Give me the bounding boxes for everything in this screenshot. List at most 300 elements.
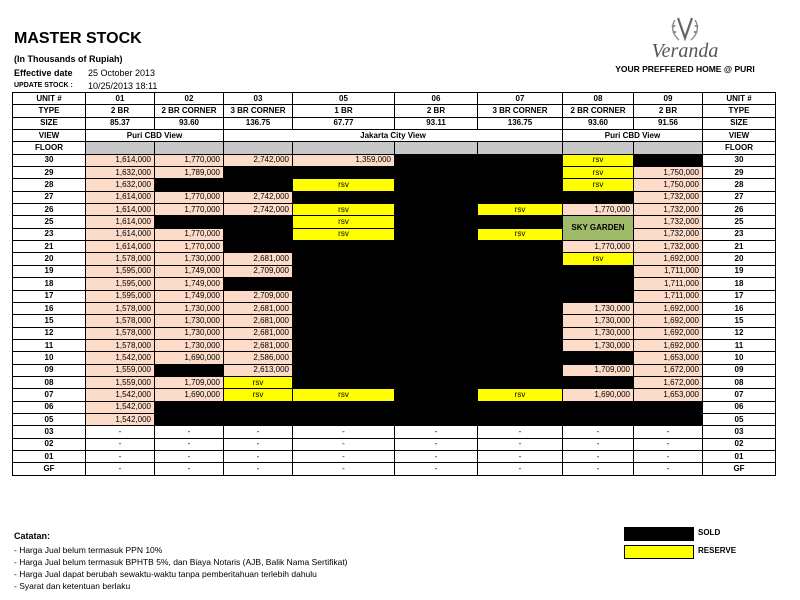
floor-label-row [13,142,776,154]
note-line: - Harga Jual belum termasuk PPN 10% [14,545,163,555]
price-cell: 1,632,000 [86,179,155,191]
sold-cell [293,278,395,290]
floor-number: 29 [13,167,86,179]
floor-number-right: 19 [703,265,776,277]
sold-cell [478,327,563,339]
price-cell: 1,692,000 [634,315,703,327]
sold-cell [478,241,563,253]
price-cell: 1,732,000 [634,228,703,240]
empty-price-cell: - [293,450,395,462]
sold-cell [478,154,563,166]
reserve-cell: rsv [478,204,563,216]
price-cell: 1,692,000 [634,302,703,314]
empty-price-cell: - [155,463,224,475]
floor-number: 28 [13,179,86,191]
sold-cell [395,167,478,179]
master-stock-table [12,92,776,476]
sold-cell [478,191,563,203]
reserve-cell: rsv [293,228,395,240]
floor-header-gray-cell [293,142,395,154]
price-cell: 2,709,000 [224,265,293,277]
floor-header-gray-cell [86,142,155,154]
floor-number: GF [13,463,86,475]
price-cell: 1,595,000 [86,265,155,277]
price-cell: 2,681,000 [224,253,293,265]
price-cell: 1,578,000 [86,339,155,351]
price-cell: 1,750,000 [634,167,703,179]
sold-cell [395,241,478,253]
empty-price-cell: - [563,463,634,475]
type-row-cell: 1 BR [293,105,395,117]
floor-number-right: 07 [703,389,776,401]
size-row-cell: 136.75 [224,117,293,129]
row-label-floor: FLOOR [13,142,86,154]
floor-header-gray-cell [634,142,703,154]
floor-row [13,426,776,438]
sold-cell [395,364,478,376]
empty-price-cell: - [293,426,395,438]
row-label-type: TYPE [13,105,86,117]
price-cell: 1,711,000 [634,265,703,277]
row-label-unit-right: UNIT # [703,93,776,105]
floor-number: 03 [13,426,86,438]
sold-cell [293,265,395,277]
floor-number: 17 [13,290,86,302]
sold-cell [478,376,563,388]
floor-row [13,154,776,166]
empty-price-cell: - [634,463,703,475]
floor-row [13,216,776,228]
reserve-cell: rsv [293,179,395,191]
floor-number: 25 [13,216,86,228]
price-cell: 1,732,000 [634,216,703,228]
empty-price-cell: - [634,438,703,450]
sold-cell [395,413,478,425]
price-cell: 1,770,000 [155,228,224,240]
sold-cell [395,265,478,277]
floor-row [13,241,776,253]
notes-section [14,531,348,593]
floor-row [13,327,776,339]
price-cell: 1,690,000 [563,389,634,401]
sold-cell [395,253,478,265]
logo-name: Veranda [651,40,719,62]
floor-row [13,389,776,401]
sold-cell [224,216,293,228]
page-title: MASTER STOCK [14,30,142,47]
update-stock-label: UPDATE STOCK : [14,82,73,89]
price-cell: 1,730,000 [155,339,224,351]
sold-cell [293,302,395,314]
price-cell: 1,711,000 [634,278,703,290]
floor-header-gray-cell [563,142,634,154]
floor-number-right: 10 [703,352,776,364]
unit-row-cell: 07 [478,93,563,105]
floor-row [13,228,776,240]
sold-cell [478,179,563,191]
floor-number: 21 [13,241,86,253]
price-cell: 1,578,000 [86,327,155,339]
sold-cell [478,302,563,314]
floor-number-right: 27 [703,191,776,203]
notes-heading: Catatan: [14,531,51,541]
unit-row [13,93,776,105]
page-subtitle: (In Thousands of Rupiah) [14,54,123,64]
reserve-cell: rsv [224,389,293,401]
floor-row [13,204,776,216]
floor-row [13,438,776,450]
floor-row [13,265,776,277]
floor-number-right: 20 [703,253,776,265]
floor-number-right: 21 [703,241,776,253]
floor-number-right: 26 [703,204,776,216]
sold-cell [478,339,563,351]
price-cell: 1,770,000 [155,204,224,216]
veranda-logo [615,14,755,74]
price-cell: 1,690,000 [155,352,224,364]
price-cell: 1,770,000 [155,154,224,166]
type-row-cell: 2 BR CORNER [155,105,224,117]
floor-number-right: 08 [703,376,776,388]
sold-cell [478,364,563,376]
floor-number-right: 12 [703,327,776,339]
sold-cell [478,401,563,413]
empty-price-cell: - [86,438,155,450]
legend-label-sold: SOLD [698,528,721,537]
sold-cell [293,376,395,388]
price-cell: 1,730,000 [155,327,224,339]
floor-number: 09 [13,364,86,376]
sold-cell [395,191,478,203]
price-cell: 1,559,000 [86,364,155,376]
floor-number-right: 06 [703,401,776,413]
empty-price-cell: - [224,438,293,450]
floor-row [13,167,776,179]
legend-swatch-reserve [624,545,694,559]
price-cell: 1,749,000 [155,265,224,277]
row-label-size: SIZE [13,117,86,129]
floor-number: 10 [13,352,86,364]
floor-number: 01 [13,450,86,462]
floor-row [13,413,776,425]
sold-cell [478,253,563,265]
floor-header-gray-cell [395,142,478,154]
floor-row [13,253,776,265]
price-cell: 2,613,000 [224,364,293,376]
row-label-view: VIEW [13,130,86,142]
price-cell: 1,614,000 [86,154,155,166]
empty-price-cell: - [86,426,155,438]
price-cell: 1,730,000 [155,253,224,265]
floor-number-right: 29 [703,167,776,179]
type-row-cell: 2 BR [634,105,703,117]
sold-cell [155,401,224,413]
row-label-view-right: VIEW [703,130,776,142]
price-cell: 1,730,000 [563,302,634,314]
size-row [13,117,776,129]
price-cell: 1,770,000 [563,241,634,253]
price-cell: 1,732,000 [634,191,703,203]
empty-price-cell: - [155,438,224,450]
floor-number-right: 01 [703,450,776,462]
view-row [13,130,776,142]
sold-cell [293,241,395,253]
size-row-cell: 91.56 [634,117,703,129]
sold-cell [155,216,224,228]
sold-cell [563,278,634,290]
sold-cell [563,352,634,364]
floor-row [13,450,776,462]
reserve-cell: rsv [563,253,634,265]
sold-cell [293,413,395,425]
floor-number-right: 09 [703,364,776,376]
price-cell: 1,711,000 [634,290,703,302]
price-cell: 2,586,000 [224,352,293,364]
sold-cell [478,315,563,327]
floor-number-right: 17 [703,290,776,302]
floor-row [13,463,776,475]
update-stock-value: 10/25/2013 18:11 [88,81,158,91]
floor-row [13,401,776,413]
type-row-cell: 2 BR [86,105,155,117]
type-row-cell: 2 BR CORNER [563,105,634,117]
effective-date-label: Effective date [14,68,73,78]
unit-row-cell: 08 [563,93,634,105]
type-row [13,105,776,117]
sold-cell [293,191,395,203]
sold-cell [395,278,478,290]
price-cell: 1,614,000 [86,228,155,240]
floor-header-gray-cell [478,142,563,154]
sold-cell [395,204,478,216]
effective-date-row [14,68,156,78]
price-cell: 1,692,000 [634,327,703,339]
view-group-label: Puri CBD View [86,130,224,142]
price-cell: 2,681,000 [224,327,293,339]
sold-cell [395,401,478,413]
empty-price-cell: - [634,426,703,438]
price-cell: 2,681,000 [224,302,293,314]
empty-price-cell: - [563,450,634,462]
floor-number: 15 [13,315,86,327]
legend-swatch-sold [624,527,694,541]
floor-number: 07 [13,389,86,401]
sold-cell [293,327,395,339]
note-line: - Harga Jual belum termasuk BPHTB 5%, dan Biaya Notaris (AJB, Balik Nama Sertifikat) [14,557,348,567]
price-cell: 1,692,000 [634,339,703,351]
price-cell: 1,750,000 [634,179,703,191]
floor-number-right: 18 [703,278,776,290]
floor-number: 30 [13,154,86,166]
empty-price-cell: - [478,426,563,438]
price-cell: 1,578,000 [86,302,155,314]
price-cell: 1,732,000 [634,241,703,253]
type-row-cell: 3 BR CORNER [478,105,563,117]
sold-cell [224,167,293,179]
price-cell: 1,578,000 [86,253,155,265]
unit-row-cell: 02 [155,93,224,105]
empty-price-cell: - [395,438,478,450]
floor-number-right: 11 [703,339,776,351]
price-cell: 1,542,000 [86,389,155,401]
price-cell: 2,681,000 [224,339,293,351]
sold-cell [224,401,293,413]
unit-row-cell: 09 [634,93,703,105]
unit-row-cell: 06 [395,93,478,105]
floor-number: 20 [13,253,86,265]
type-row-cell: 2 BR [395,105,478,117]
sold-cell [224,228,293,240]
floor-row [13,278,776,290]
sold-cell [224,241,293,253]
sold-cell [478,278,563,290]
floor-number: 19 [13,265,86,277]
sold-cell [224,179,293,191]
size-row-cell: 67.77 [293,117,395,129]
sold-cell [563,290,634,302]
price-cell: 1,614,000 [86,204,155,216]
sold-cell [478,290,563,302]
price-cell: 1,730,000 [155,315,224,327]
price-cell: 1,595,000 [86,278,155,290]
floor-number: 26 [13,204,86,216]
row-label-unit: UNIT # [13,93,86,105]
note-line: - Syarat dan ketentuan berlaku [14,581,131,591]
price-cell: 1,632,000 [86,167,155,179]
price-cell: 1,653,000 [634,352,703,364]
note-line: - Harga Jual dapat berubah sewaktu-waktu tanpa pemberitahuan terlebih dahulu [14,569,317,579]
price-cell: 1,672,000 [634,376,703,388]
price-cell: 1,578,000 [86,315,155,327]
price-cell: 1,709,000 [155,376,224,388]
empty-price-cell: - [634,450,703,462]
floor-number-right: 16 [703,302,776,314]
sold-cell [293,290,395,302]
sold-cell [563,413,634,425]
sold-cell [293,401,395,413]
floor-number-right: GF [703,463,776,475]
price-cell: 1,542,000 [86,352,155,364]
sold-cell [478,413,563,425]
sold-cell [395,228,478,240]
floor-row [13,376,776,388]
price-cell: 1,614,000 [86,191,155,203]
sold-cell [478,216,563,228]
size-row-cell: 93.60 [155,117,224,129]
floor-number-right: 28 [703,179,776,191]
price-cell: 1,542,000 [86,401,155,413]
empty-price-cell: - [478,450,563,462]
reserve-cell: rsv [224,376,293,388]
floor-number: 16 [13,302,86,314]
empty-price-cell: - [478,463,563,475]
sky-garden-cell: SKY GARDEN [563,216,634,241]
price-cell: 1,730,000 [563,327,634,339]
unit-row-cell: 05 [293,93,395,105]
unit-row-cell: 01 [86,93,155,105]
reserve-cell: rsv [293,204,395,216]
price-cell: 1,614,000 [86,241,155,253]
floor-number: 23 [13,228,86,240]
floor-row [13,302,776,314]
price-cell: 2,681,000 [224,315,293,327]
price-cell: 2,709,000 [224,290,293,302]
sold-cell [395,216,478,228]
sold-cell [563,376,634,388]
sold-cell [293,339,395,351]
floor-number-right: 15 [703,315,776,327]
empty-price-cell: - [86,450,155,462]
reserve-cell: rsv [563,154,634,166]
type-row-cell: 3 BR CORNER [224,105,293,117]
price-cell: 2,742,000 [224,191,293,203]
sold-cell [478,265,563,277]
price-cell: 1,789,000 [155,167,224,179]
price-cell: 2,742,000 [224,154,293,166]
sold-cell [634,154,703,166]
sold-cell [395,389,478,401]
price-cell: 1,672,000 [634,364,703,376]
price-cell: 1,730,000 [563,339,634,351]
sold-cell [293,253,395,265]
empty-price-cell: - [155,426,224,438]
sold-cell [634,401,703,413]
empty-price-cell: - [293,438,395,450]
price-cell: 1,559,000 [86,376,155,388]
empty-price-cell: - [293,463,395,475]
floor-number-right: 30 [703,154,776,166]
price-cell: 1,770,000 [563,204,634,216]
empty-price-cell: - [224,463,293,475]
price-cell: 1,730,000 [563,315,634,327]
sold-cell [634,413,703,425]
sold-cell [155,364,224,376]
price-cell: 1,614,000 [86,216,155,228]
floor-number-right: 02 [703,438,776,450]
sold-cell [224,413,293,425]
floor-row [13,364,776,376]
empty-price-cell: - [224,426,293,438]
row-label-floor-right: FLOOR [703,142,776,154]
reserve-cell: rsv [478,389,563,401]
sold-cell [224,278,293,290]
floor-number: 12 [13,327,86,339]
sold-cell [395,154,478,166]
floor-row [13,179,776,191]
price-cell: 1,732,000 [634,204,703,216]
price-cell: 2,742,000 [224,204,293,216]
empty-price-cell: - [563,426,634,438]
floor-number: 05 [13,413,86,425]
floor-number: 08 [13,376,86,388]
price-cell: 1,749,000 [155,290,224,302]
sold-cell [293,364,395,376]
unit-row-cell: 03 [224,93,293,105]
price-cell: 1,692,000 [634,253,703,265]
empty-price-cell: - [395,426,478,438]
size-row-cell: 136.75 [478,117,563,129]
sold-cell [478,167,563,179]
floor-header-gray-cell [155,142,224,154]
sold-cell [395,339,478,351]
floor-number: 06 [13,401,86,413]
view-group-label: Puri CBD View [563,130,703,142]
price-cell: 1,730,000 [155,302,224,314]
empty-price-cell: - [395,463,478,475]
sold-cell [155,179,224,191]
floor-number: 18 [13,278,86,290]
size-row-cell: 93.11 [395,117,478,129]
